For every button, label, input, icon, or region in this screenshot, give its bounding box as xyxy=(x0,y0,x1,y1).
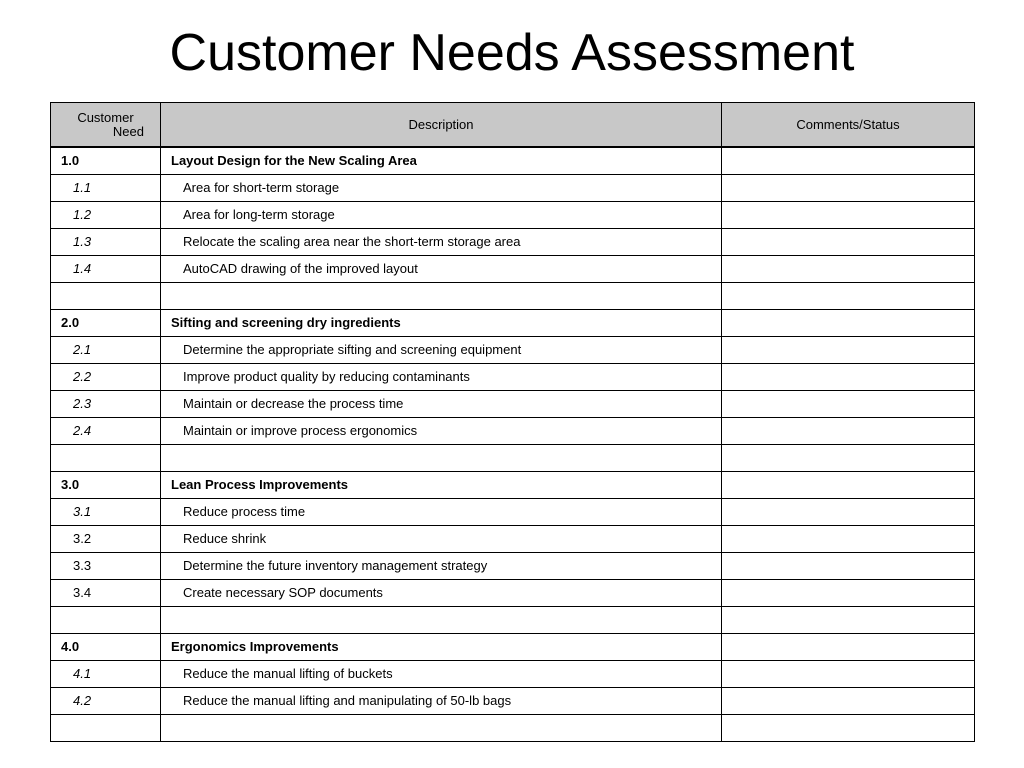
empty-cell xyxy=(161,607,722,634)
need-number: 3.0 xyxy=(51,472,161,499)
page-title: Customer Needs Assessment xyxy=(169,24,855,82)
need-description: Area for short-term storage xyxy=(161,175,722,202)
need-number: 2.1 xyxy=(51,337,161,364)
comments-cell xyxy=(722,202,975,229)
table-row xyxy=(51,202,975,229)
spacer-row xyxy=(51,283,975,310)
need-description: Area for long-term storage xyxy=(161,202,722,229)
empty-cell xyxy=(161,283,722,310)
need-number: 2.4 xyxy=(51,418,161,445)
need-description: Create necessary SOP documents xyxy=(161,580,722,607)
header-comments-status: Comments/Status xyxy=(722,103,975,148)
comments-cell xyxy=(722,256,975,283)
need-number: 4.2 xyxy=(51,688,161,715)
need-number: 2.3 xyxy=(51,391,161,418)
comments-cell xyxy=(722,310,975,337)
need-number: 3.1 xyxy=(51,499,161,526)
table-row xyxy=(51,688,975,715)
empty-cell xyxy=(51,445,161,472)
need-description: Lean Process Improvements xyxy=(161,472,722,499)
comments-cell xyxy=(722,364,975,391)
need-description: Determine the appropriate sifting and screening equipment xyxy=(161,337,722,364)
comments-cell xyxy=(722,553,975,580)
need-number: 2.0 xyxy=(51,310,161,337)
table-row xyxy=(51,580,975,607)
table-row xyxy=(51,337,975,364)
spacer-row xyxy=(51,607,975,634)
need-description: Maintain or decrease the process time xyxy=(161,391,722,418)
empty-cell xyxy=(722,715,975,742)
need-number: 3.4 xyxy=(51,580,161,607)
need-number: 1.1 xyxy=(51,175,161,202)
table-header-row xyxy=(51,103,975,148)
empty-cell xyxy=(722,445,975,472)
comments-cell xyxy=(722,337,975,364)
need-description: Maintain or improve process ergonomics xyxy=(161,418,722,445)
table-row xyxy=(51,553,975,580)
comments-cell xyxy=(722,391,975,418)
comments-cell xyxy=(722,499,975,526)
empty-cell xyxy=(51,607,161,634)
table-row xyxy=(51,175,975,202)
need-number: 3.2 xyxy=(51,526,161,553)
comments-cell xyxy=(722,418,975,445)
need-number: 1.3 xyxy=(51,229,161,256)
table-row xyxy=(51,499,975,526)
empty-cell xyxy=(161,445,722,472)
need-description: Reduce shrink xyxy=(161,526,722,553)
comments-cell xyxy=(722,688,975,715)
comments-cell xyxy=(722,175,975,202)
table-row xyxy=(51,229,975,256)
need-number: 2.2 xyxy=(51,364,161,391)
spacer-row xyxy=(51,445,975,472)
need-number: 4.1 xyxy=(51,661,161,688)
section-row xyxy=(51,634,975,661)
need-number: 1.2 xyxy=(51,202,161,229)
need-description: Sifting and screening dry ingredients xyxy=(161,310,722,337)
comments-cell xyxy=(722,147,975,175)
comments-cell xyxy=(722,634,975,661)
comments-cell xyxy=(722,661,975,688)
comments-cell xyxy=(722,229,975,256)
need-description: Relocate the scaling area near the short-term storage area xyxy=(161,229,722,256)
header-need-line1: Customer xyxy=(77,109,134,125)
need-description: Layout Design for the New Scaling Area xyxy=(161,147,722,175)
table-row xyxy=(51,256,975,283)
needs-table xyxy=(50,102,975,742)
table-row xyxy=(51,526,975,553)
comments-cell xyxy=(722,472,975,499)
need-description: Reduce the manual lifting and manipulating of 50-lb bags xyxy=(161,688,722,715)
comments-cell xyxy=(722,526,975,553)
section-row xyxy=(51,310,975,337)
need-number: 3.3 xyxy=(51,553,161,580)
empty-cell xyxy=(51,283,161,310)
empty-cell xyxy=(161,715,722,742)
header-description: Description xyxy=(161,103,722,148)
empty-cell xyxy=(722,607,975,634)
spacer-row xyxy=(51,715,975,742)
empty-cell xyxy=(51,715,161,742)
need-number: 1.0 xyxy=(51,147,161,175)
table-body xyxy=(51,147,975,742)
table-row xyxy=(51,391,975,418)
table-row xyxy=(51,661,975,688)
table-row xyxy=(51,418,975,445)
header-need-line2: Need xyxy=(112,123,144,139)
need-description: AutoCAD drawing of the improved layout xyxy=(161,256,722,283)
table-row xyxy=(51,364,975,391)
comments-cell xyxy=(722,580,975,607)
section-row xyxy=(51,472,975,499)
header-customer-need xyxy=(51,103,161,148)
empty-cell xyxy=(722,283,975,310)
need-description: Ergonomics Improvements xyxy=(161,634,722,661)
need-description: Improve product quality by reducing contaminants xyxy=(161,364,722,391)
need-description: Determine the future inventory management strategy xyxy=(161,553,722,580)
need-description: Reduce the manual lifting of buckets xyxy=(161,661,722,688)
section-row xyxy=(51,147,975,175)
need-description: Reduce process time xyxy=(161,499,722,526)
need-number: 1.4 xyxy=(51,256,161,283)
need-number: 4.0 xyxy=(51,634,161,661)
